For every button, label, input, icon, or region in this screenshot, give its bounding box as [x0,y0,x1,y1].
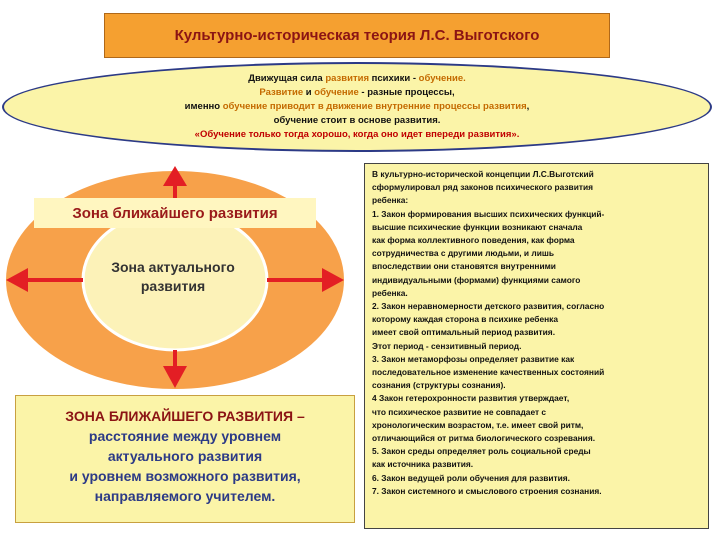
zpd-definition-line-3: актуального развития [107,448,263,464]
law-line: индивидуальными (формами) функциями самого [372,274,581,285]
actual-zone-label [88,258,258,296]
actual-zone-label-line-2: развития [140,278,206,294]
principle-line-1-part-a: Движущая сила [248,73,326,84]
principle-line-3-part-a: именно [184,101,223,112]
law-line: хронологическим возрастом, т.е. имеет свой ритм, [372,419,584,430]
law-line: сотрудничества с другими людьми, и лишь [372,248,555,259]
zpd-definition-line-5: направляемого учителем. [94,488,276,504]
law-line: ребенка: [372,195,409,206]
principle-quote: «Обучение только тогда хорошо, когда оно идет впереди развития». [194,129,520,140]
law-line: Этот период - сензитивный период. [372,340,522,351]
slide-title [104,13,610,58]
law-line: сознания (структуры сознания). [372,380,506,391]
law-line: отличающийся от ритма биологического созревания. [372,433,596,444]
law-line: 4 Закон гетерохронности развития утверждает, [372,393,570,404]
law-line: 1. Закон формирования высших психических функций- [372,208,605,219]
principle-line-3-part-c: , [526,101,530,112]
development-laws-box [364,163,709,529]
law-line: В культурно-исторической концепции Л.С.Выготский [372,169,594,179]
principle-line-2-part-a: Развитие [259,87,304,98]
zpd-definition-line-2: расстояние между уровнем [88,428,282,444]
proximal-zone-label-text: Зона ближайшего развития [72,204,278,222]
principle-line-2-part-c: обучение [314,87,359,98]
law-line: сформулировал ряд законов психического развития [372,182,593,193]
law-line: 5. Закон среды определяет роль социальной среды [372,446,591,457]
principle-line-1-part-b: развития [325,73,369,84]
zpd-definition-box [15,395,355,523]
law-line: имеет свой оптимальный период развития. [372,327,556,338]
law-line: что психическое развитие не совпадает с [372,406,547,417]
proximal-zone-label [34,198,316,228]
principle-line-2-part-d: - разные процессы, [358,87,455,98]
principle-line-1-part-d: обучение. [418,73,466,84]
law-line: 7. Закон системного и смыслового строения сознания. [372,485,602,496]
law-line: 3. Закон метаморфозы определяет развитие как [372,353,575,364]
principle-line-4: обучение стоит в основе развития. [273,115,441,126]
law-line: которому каждая сторона в психике ребенка [372,314,559,325]
law-line: высшие психические функции возникают сначала [372,221,583,232]
principle-ellipse [2,62,712,152]
principle-line-3 [185,100,530,114]
law-line: последовательное изменение качественных состояний [372,367,605,378]
law-line: 2. Закон неравномерности детского развития, согласно [372,301,605,312]
principle-line-3-part-b: обучение приводит в движение внутренние процессы развития [222,101,527,112]
actual-zone-label-line-1: Зона актуального [111,259,235,275]
law-line: как источника развития. [372,459,474,470]
law-line: ребенка. [372,287,408,298]
slide-title-text: Культурно-историческая теория Л.С. Выготского [174,27,540,44]
law-line: впоследствии они становятся внутренними [372,261,556,272]
principle-line-1-part-c: психики - [368,73,419,84]
zpd-definition-heading: ЗОНА БЛИЖАЙШЕГО РАЗВИТИЯ – [65,408,305,424]
principle-line-2-part-b: и [303,87,315,98]
zpd-definition-line-4: и уровнем возможного развития, [69,468,301,484]
law-line: как форма коллективного поведения, как форма [372,235,575,246]
law-line: 6. Закон ведущей роли обучения для развития. [372,472,571,483]
principle-line-2 [259,86,454,100]
principle-line-1 [248,72,466,86]
